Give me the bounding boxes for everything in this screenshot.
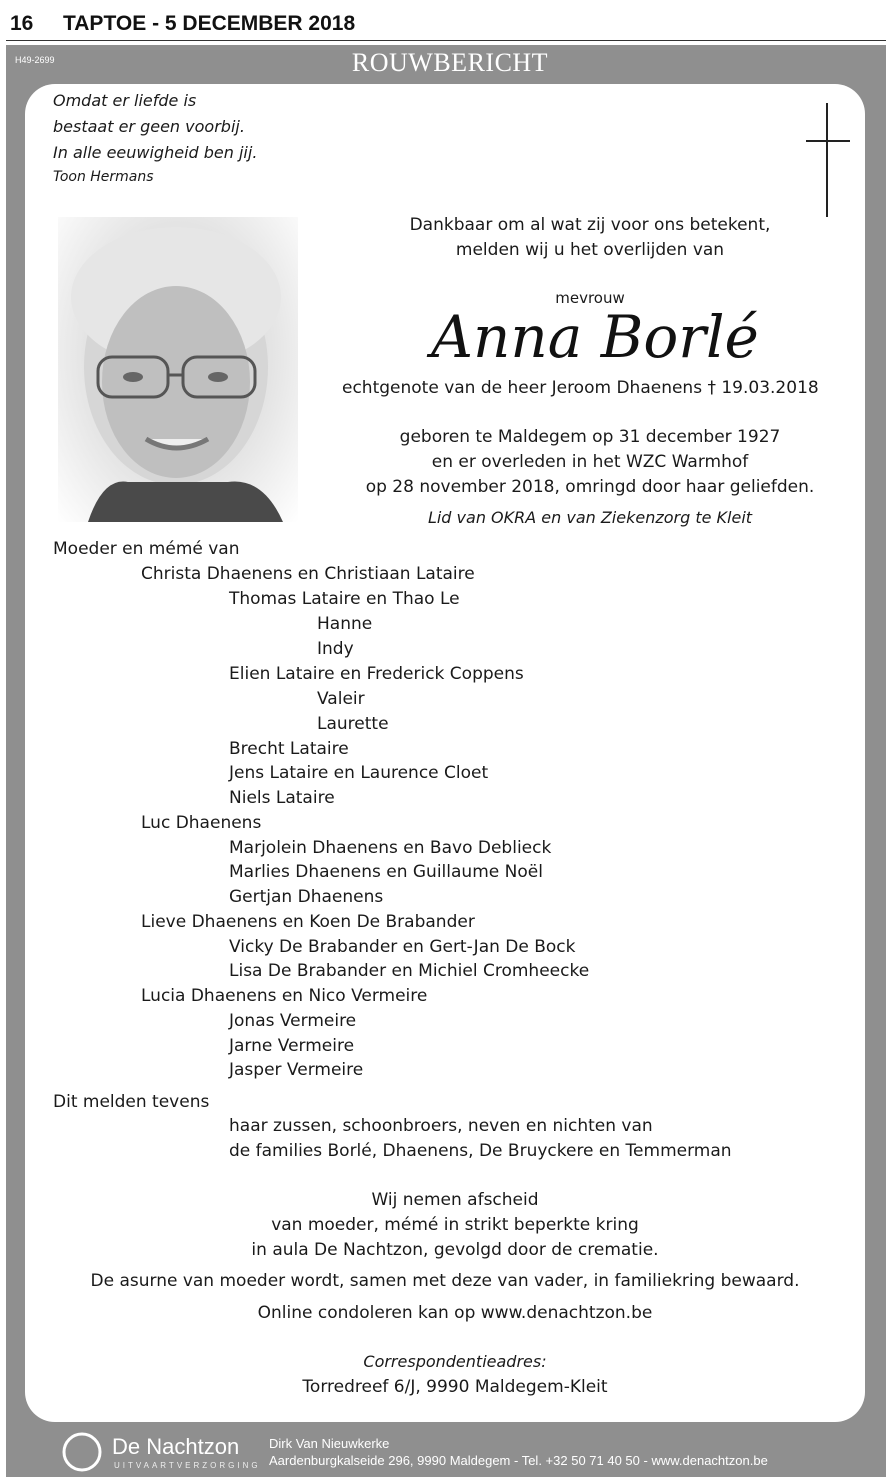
intro-line: melden wij u het overlijden van bbox=[455, 240, 725, 260]
notice-code: H49-2699 bbox=[15, 55, 55, 65]
deceased-title: mevrouw bbox=[555, 289, 625, 307]
footer-contact-name: Dirk Van Nieuwkerke bbox=[269, 1436, 390, 1451]
intro-line: Dankbaar om al wat zij voor ons betekent, bbox=[409, 215, 771, 235]
masthead bbox=[10, 10, 889, 38]
family-member: Luc Dhaenens bbox=[141, 813, 262, 833]
family-member: Elien Lataire en Frederick Coppens bbox=[229, 664, 524, 684]
family-member: Gertjan Dhaenens bbox=[229, 887, 384, 907]
correspondence-address: Torredreef 6/J, 9990 Maldegem-Kleit bbox=[302, 1377, 608, 1397]
portrait-photo bbox=[58, 217, 298, 522]
family-member: Marjolein Dhaenens en Bavo Deblieck bbox=[229, 838, 552, 858]
family-member: Jasper Vermeire bbox=[229, 1060, 364, 1080]
online-condolence-line: Online condoleren kan op www.denachtzon.be bbox=[257, 1303, 653, 1323]
farewell-line: van moeder, mémé in strikt beperkte kring bbox=[271, 1215, 639, 1235]
family-member: Lucia Dhaenens en Nico Vermeire bbox=[141, 986, 428, 1006]
detail-line: en er overleden in het WZC Warmhof bbox=[431, 452, 749, 472]
footer-brand: De Nachtzon bbox=[112, 1434, 240, 1459]
family-member: Hanne bbox=[317, 614, 373, 634]
family-member: Jarne Vermeire bbox=[229, 1036, 355, 1056]
also-header: Dit melden tevens bbox=[53, 1092, 210, 1112]
farewell-line: in aula De Nachtzon, gevolgd door de crematie. bbox=[251, 1240, 659, 1260]
also-line: haar zussen, schoonbroers, neven en nichten van bbox=[229, 1116, 653, 1136]
quote-line: In alle eeuwigheid ben jij. bbox=[53, 143, 258, 162]
footer-brand-sub: UITVAARTVERZORGING bbox=[114, 1461, 261, 1470]
family-member: Lieve Dhaenens en Koen De Brabander bbox=[141, 912, 475, 932]
family-member: Christa Dhaenens en Christiaan Lataire bbox=[141, 564, 475, 584]
family-member: Marlies Dhaenens en Guillaume Noël bbox=[229, 862, 543, 882]
deceased-name: Anna Borlé bbox=[431, 303, 759, 371]
family-member: Niels Lataire bbox=[229, 788, 335, 808]
publication-title: TAPTOE - 5 DECEMBER 2018 bbox=[63, 12, 356, 35]
quote-author: Toon Hermans bbox=[53, 169, 154, 185]
membership-line: Lid van OKRA en van Ziekenzorg te Kleit bbox=[427, 508, 753, 527]
family-header: Moeder en mémé van bbox=[53, 539, 240, 559]
quote-line: bestaat er geen voorbij. bbox=[53, 117, 245, 136]
family-member: Brecht Lataire bbox=[229, 739, 349, 759]
family-member: Vicky De Brabander en Gert-Jan De Bock bbox=[229, 937, 576, 957]
farewell-line: Wij nemen afscheid bbox=[371, 1190, 539, 1210]
footer-contact-details: Aardenburgkalseide 296, 9990 Maldegem - Tel. +32 50 71 40 50 - www.denachtzon.be bbox=[269, 1453, 768, 1468]
page-number: 16 bbox=[10, 12, 34, 35]
masthead-rule bbox=[6, 40, 886, 41]
detail-line: op 28 november 2018, omringd door haar geliefden. bbox=[365, 477, 815, 497]
family-member: Indy bbox=[317, 639, 354, 659]
detail-line: geboren te Maldegem op 31 december 1927 bbox=[399, 427, 781, 447]
family-member: Lisa De Brabander en Michiel Cromheecke bbox=[229, 961, 590, 981]
spouse-line: echtgenote van de heer Jeroom Dhaenens † 19.03.2018 bbox=[342, 378, 819, 398]
also-line: de families Borlé, Dhaenens, De Bruyckere en Temmerman bbox=[229, 1141, 732, 1161]
quote-line: Omdat er liefde is bbox=[53, 91, 197, 110]
family-member: Valeir bbox=[317, 689, 365, 709]
notice-heading: ROUWBERICHT bbox=[351, 48, 549, 77]
family-member: Laurette bbox=[317, 714, 389, 734]
nachtzon-logo-icon bbox=[62, 1432, 102, 1472]
family-member: Jens Lataire en Laurence Cloet bbox=[229, 763, 489, 783]
family-member: Thomas Lataire en Thao Le bbox=[229, 589, 460, 609]
family-member: Jonas Vermeire bbox=[229, 1011, 357, 1031]
urn-line: De asurne van moeder wordt, samen met deze van vader, in familiekring bewaard. bbox=[90, 1271, 800, 1291]
correspondence-label: Correspondentieadres: bbox=[363, 1352, 547, 1371]
